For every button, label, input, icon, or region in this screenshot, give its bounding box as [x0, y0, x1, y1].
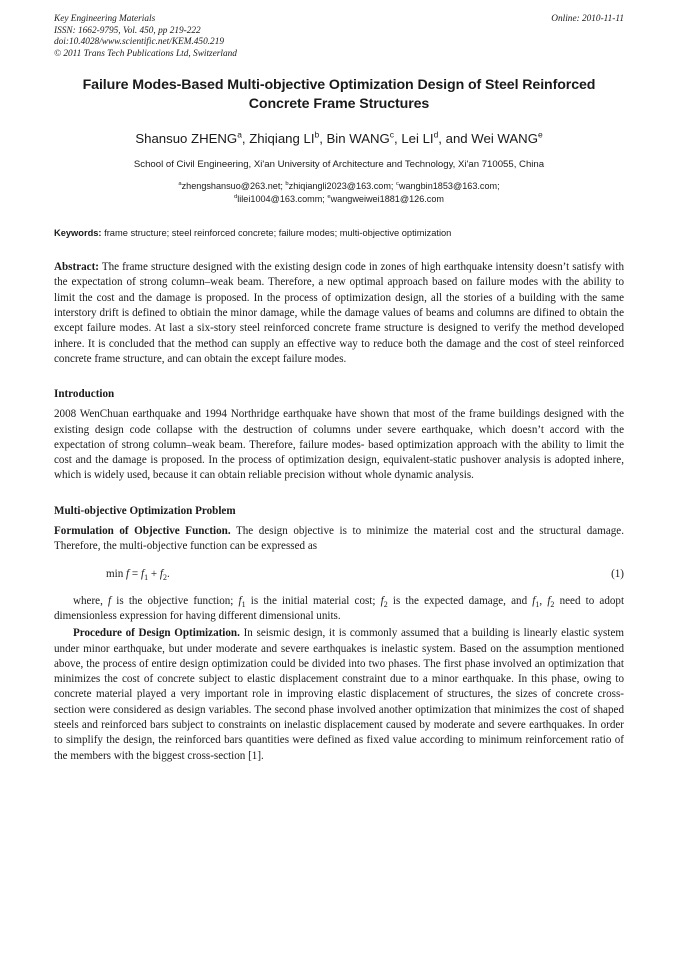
- author-separator: ,: [241, 131, 250, 147]
- email-marker: a: [178, 181, 182, 188]
- author-separator: ,: [394, 131, 402, 147]
- where-var-f2-repeat: f: [547, 594, 551, 607]
- author-affiliation-marker: a: [237, 129, 242, 140]
- affiliation: School of Civil Engineering, Xi'an University of Architecture and Technology, Xi'an 710055, China: [133, 159, 545, 171]
- author-conjunction: and: [445, 131, 472, 147]
- author-list: [54, 130, 624, 147]
- where-part3: is the expected damage, and: [392, 594, 528, 607]
- equation-term1-subscript: 1: [144, 573, 149, 583]
- author-entry: [249, 131, 319, 146]
- keywords-text: frame structure; steel reinforced concrete; failure modes; multi-objective optimization: [104, 228, 452, 239]
- email-address: zhiqiangli2023@163.com;: [288, 181, 394, 192]
- journal-name: Key Engineering Materials: [54, 14, 156, 24]
- journal-issn-line: ISSN: 1662-9795, Vol. 450, pp 219-222: [54, 25, 201, 36]
- where-prefix: where,: [73, 594, 103, 607]
- paragraph-formulation: [54, 524, 624, 555]
- email-list: [54, 180, 624, 205]
- equation-term1: f: [140, 568, 145, 581]
- keywords-label: Keywords:: [54, 228, 102, 239]
- where-var-f1: f: [238, 594, 242, 607]
- email-marker: c: [395, 181, 399, 188]
- email-marker: d: [234, 193, 238, 200]
- equation-1: [54, 567, 624, 582]
- abstract-text: The frame structure designed with the existing design code in zones of high earthquake intensity doesn’t satisfy with the expectation of strong column–weak beam. Therefore, a new optimal approach based on failure modes with the ability to limit the cost and the damage is proposed. In the process of optimization design, all the stories of a building with the same interstory drift is defined to obtiain the minor damage, while the damage values of beams and columns are difined to obtain the except failure modes. At last a six-story steel reinforced concrete frame structure is designed to verify the method developed inhere. It is concluded that the method can supply an effective way to reduce both the damage and the cost of steel reinforced concrete frame structure, and can obtain the except failure modes.: [54, 261, 624, 365]
- author-name: Zhiqiang LI: [249, 131, 315, 147]
- paragraph-formulation-text: The design objective is to minimize the material cost and the structural damage. Therefore, the multi-objective function can be expressed as: [54, 524, 625, 553]
- where-var-f2: f: [380, 594, 384, 607]
- equation-plus: +: [150, 568, 158, 581]
- equation-term2-subscript: 2: [162, 573, 167, 583]
- author-affiliation-marker: d: [433, 129, 439, 140]
- equation-1-body: [106, 568, 170, 583]
- abstract-label: Abstract:: [54, 261, 99, 274]
- where-var-f: f: [108, 594, 112, 607]
- equation-period: .: [166, 568, 170, 581]
- author-name: Wei WANG: [471, 131, 538, 147]
- email-marker: b: [285, 181, 289, 188]
- author-entry: [471, 131, 542, 146]
- paragraph-introduction: 2008 WenChuan earthquake and 1994 Northridge earthquake have shown that most of the frame buildings designed with the existing design code collapse with the destruction of columns under severe earthquake, which doesn’t accord with the expectation of strong column–weak beam. Therefore, failure modes- based optimization approach with the ability to limit the cost and the damage is proposed. In the process of optimization design, equivalent-static pushover analysis is adopted inhere, which is widely used, because it can obtain reliable precision without whole dynamic analysis.: [54, 408, 624, 482]
- abstract-block: [54, 260, 624, 367]
- author-affiliation-marker: b: [314, 129, 320, 140]
- paragraph-procedure: [54, 626, 624, 764]
- author-name: Bin WANG: [326, 131, 390, 147]
- where-var-f1-subscript: 1: [241, 599, 246, 609]
- keywords-block: [54, 227, 624, 240]
- run-in-formulation: Formulation of Objective Function.: [54, 524, 231, 537]
- where-and-f1-subscript: 1: [535, 599, 540, 609]
- author-name: Shansuo ZHENG: [135, 131, 238, 147]
- email-line-2: [54, 193, 624, 205]
- email-address: wangbin1853@163.com;: [398, 181, 500, 192]
- journal-doi-line: doi:10.4028/www.scientific.net/KEM.450.219: [54, 37, 224, 48]
- equation-equals: =: [131, 568, 139, 581]
- email-line-1: [54, 180, 624, 192]
- journal-header-left: [54, 14, 453, 60]
- author-entry: [135, 131, 242, 146]
- where-and-f1: f: [532, 594, 536, 607]
- author-affiliation-marker: e: [537, 129, 543, 140]
- heading-optimization: Multi-objective Optimization Problem: [54, 504, 236, 517]
- paragraph-where-clause: [54, 594, 624, 625]
- paragraph-procedure-text: In seismic design, it is commonly assumed that a building is linearly elastic system under minor earthquake, but under moderate and severe earthquakes is inelastic system. Based on the assumption mentioned above, the process of entire design optimization could be divided into two phases. The first phase involved an optimization that minimizes the cost of concrete subject to elastic displacement constraint due to a minor earthquake. In this phase, owing to concrete material played a very important role in improving elastic displacement of structures, the sizes of concrete cross-section were considered as design variables. The second phase involved another optimization that minimizes the cost of shaped steels and reinforced bars subject to constraints on inelastic displacement caused by moderate and severe earthquakes. In order to simplify the design, the reinforced bars quantities were defined as fixed value according to minimum reinforcement ratio of the members with the biggest cross-section [1].: [54, 627, 624, 762]
- journal-copyright-line: © 2011 Trans Tech Publications Ltd, Switzerland: [54, 48, 237, 59]
- author-name: Lei LI: [401, 131, 434, 147]
- where-part1: is the objective function;: [116, 594, 234, 607]
- run-in-procedure: Procedure of Design Optimization.: [73, 627, 240, 640]
- where-var-f2-repeat-subscript: 2: [550, 599, 555, 609]
- email-address: wangweiwei1881@126.com: [330, 193, 444, 204]
- author-separator: ,: [438, 131, 446, 147]
- equation-1-number: (1): [611, 568, 624, 581]
- author-entry: [401, 131, 438, 146]
- where-part4: need to adopt dimensionless expression for having different dimensional units.: [54, 594, 625, 622]
- where-comma: ,: [539, 594, 543, 607]
- where-part2: is the initial material cost;: [250, 594, 376, 607]
- where-var-f2-subscript: 2: [383, 599, 388, 609]
- author-entry: [327, 131, 394, 146]
- page-title: Failure Modes-Based Multi-objective Optimization Design of Steel Reinforced Concrete Frame Structures: [82, 77, 596, 113]
- email-address: zhengshansuo@263.net;: [181, 181, 283, 192]
- email-marker: e: [327, 193, 331, 200]
- journal-header: [54, 14, 624, 60]
- equation-term2: f: [159, 568, 163, 581]
- author-separator: ,: [319, 131, 327, 147]
- heading-introduction: Introduction: [54, 388, 115, 401]
- online-date: Online: 2010-11-11: [551, 14, 624, 24]
- equation-lhs: f: [126, 568, 130, 581]
- equation-min-label: min: [106, 568, 124, 581]
- email-address: lilei1004@163.comm;: [237, 193, 325, 204]
- author-affiliation-marker: c: [389, 129, 394, 140]
